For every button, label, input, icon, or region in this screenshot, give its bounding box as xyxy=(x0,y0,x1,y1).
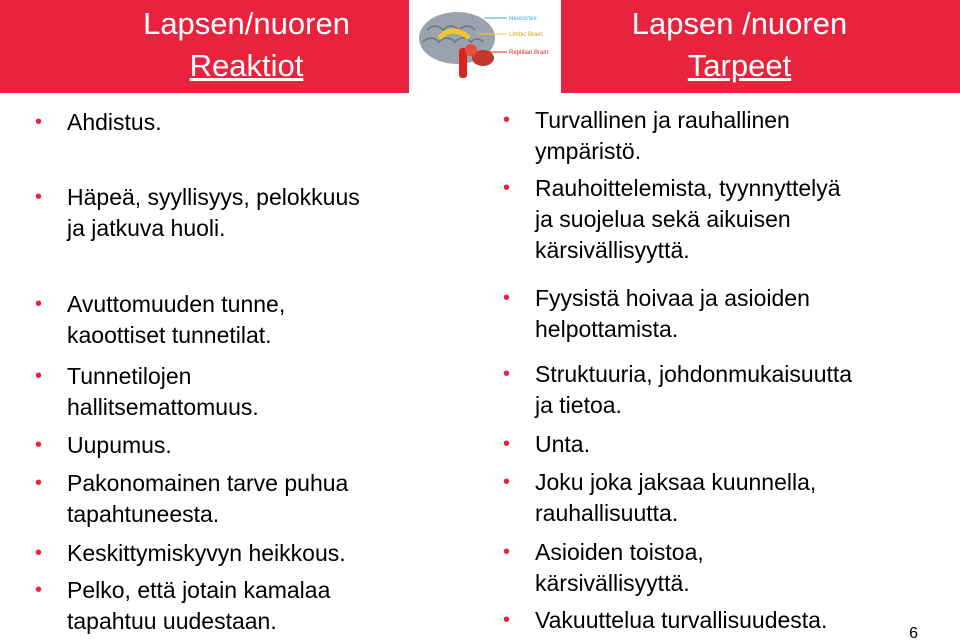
need-item-text: kärsivällisyyttä. xyxy=(535,237,690,263)
need-item xyxy=(503,429,945,460)
reaction-item-text: Avuttomuuden tunne, xyxy=(67,291,286,317)
reaction-item xyxy=(35,538,447,569)
reaction-item xyxy=(35,575,447,637)
need-item-text: Asioiden toistoa, xyxy=(535,539,704,565)
reaction-item-text: Häpeä, syyllisyys, pelokkuus xyxy=(67,184,360,210)
need-item-text: Vakuuttelua turvallisuudesta. xyxy=(535,607,828,633)
bullet-icon: • xyxy=(503,109,511,131)
reaction-item xyxy=(35,107,447,138)
left-header-line1: Lapsen/nuoren xyxy=(143,6,350,41)
need-item-text: kärsivällisyyttä. xyxy=(535,570,690,596)
bullet-icon: • xyxy=(503,363,511,385)
bullet-icon: • xyxy=(503,287,511,309)
bullet-icon: • xyxy=(503,541,511,563)
bullet-icon: • xyxy=(503,609,511,631)
reaction-item-text: ja jatkuva huoli. xyxy=(67,215,226,241)
reaction-item-text: tapahtuneesta. xyxy=(67,501,220,527)
reaction-item-text: Pelko, että jotain kamalaa xyxy=(67,577,331,603)
need-item-text: Unta. xyxy=(535,431,590,457)
right-header-line2: Tarpeet xyxy=(687,48,792,83)
reaction-item-text: Pakonomainen tarve puhua xyxy=(67,470,349,496)
label-neocortex: Neocortex: xyxy=(509,16,539,22)
bullet-icon: • xyxy=(503,433,511,455)
reaction-item xyxy=(35,468,447,530)
brain-diagram xyxy=(409,0,561,93)
reaction-item-text: Tunnetilojen xyxy=(67,363,192,389)
reaction-item xyxy=(35,361,447,423)
right-column-header xyxy=(561,0,960,93)
need-item-text: Joku joka jaksaa kuunnella, xyxy=(535,469,817,495)
need-item-text: Struktuuria, johdonmukaisuutta xyxy=(535,361,853,387)
reaction-item-text: kaoottiset tunnetilat. xyxy=(67,322,272,348)
need-item-text: ja suojelua sekä aikuisen xyxy=(535,206,791,232)
bullet-icon: • xyxy=(35,365,43,387)
reaction-item-text: Ahdistus. xyxy=(67,109,162,135)
reaction-item xyxy=(35,182,447,244)
need-item xyxy=(503,173,945,266)
need-item xyxy=(503,537,945,599)
brain-illustration xyxy=(409,0,561,93)
bullet-icon: • xyxy=(35,186,43,208)
left-header-line2: Reaktiot xyxy=(189,48,304,83)
bullet-icon: • xyxy=(35,111,43,133)
right-header-line1: Lapsen /nuoren xyxy=(631,6,848,41)
need-item-text: Fyysistä hoivaa ja asioiden xyxy=(535,285,810,311)
reaction-item-text: Keskittymiskyvyn heikkous. xyxy=(67,540,346,566)
need-item xyxy=(503,283,945,345)
need-item xyxy=(503,605,945,636)
need-item-text: ympäristö. xyxy=(535,138,642,164)
bullet-icon: • xyxy=(35,542,43,564)
reaction-item xyxy=(35,289,447,351)
label-limbic: Limbic Brain: xyxy=(509,32,544,38)
need-item xyxy=(503,467,945,529)
reaction-item-text: hallitsemattomuus. xyxy=(67,394,259,420)
need-item-text: Rauhoittelemista, tyynnyttelyä xyxy=(535,175,841,201)
left-column-header xyxy=(0,0,409,93)
bullet-icon: • xyxy=(503,471,511,493)
label-reptilian: Reptilian Brain: xyxy=(509,50,550,56)
reaction-item xyxy=(35,430,447,461)
bullet-icon: • xyxy=(35,293,43,315)
brain-reptilian xyxy=(465,44,477,56)
bullet-icon: • xyxy=(35,434,43,456)
reaction-item-text: tapahtuu uudestaan. xyxy=(67,608,277,634)
need-item-text: Turvallinen ja rauhallinen xyxy=(535,107,790,133)
bullet-icon: • xyxy=(503,177,511,199)
page-number: 6 xyxy=(909,625,918,642)
bullet-icon: • xyxy=(35,472,43,494)
need-item xyxy=(503,105,945,167)
need-item-text: ja tietoa. xyxy=(535,392,622,418)
need-item xyxy=(503,359,945,421)
reaction-item-text: Uupumus. xyxy=(67,432,172,458)
need-item-text: helpottamista. xyxy=(535,316,679,342)
need-item-text: rauhallisuutta. xyxy=(535,500,679,526)
bullet-icon: • xyxy=(35,579,43,601)
